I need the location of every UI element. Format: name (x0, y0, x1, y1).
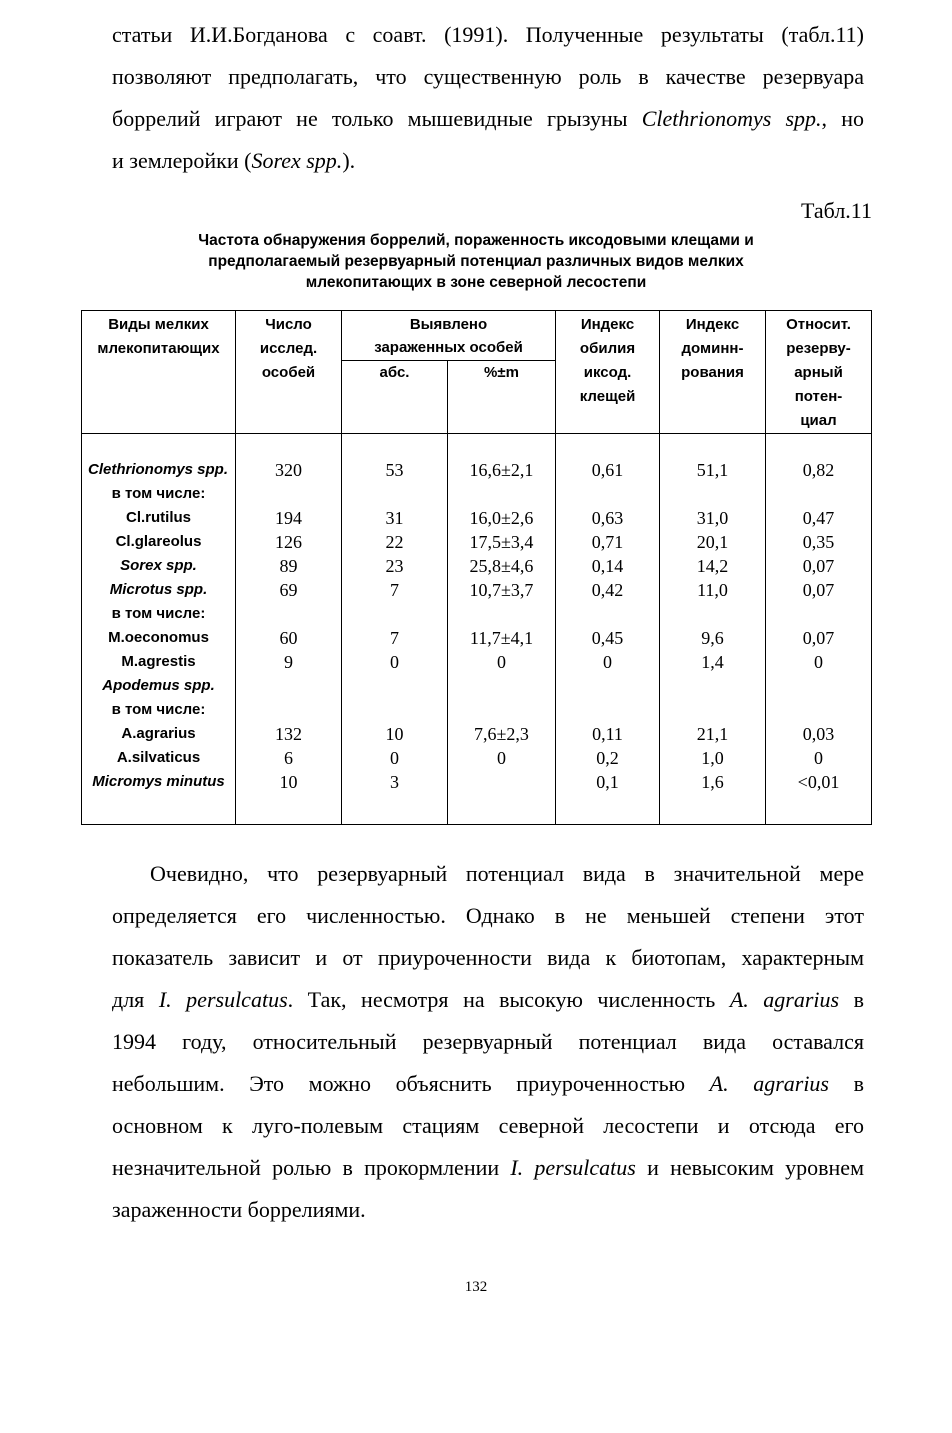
text-line: небольшим. Это можно объяснить приуроченностью A. agrarius в (112, 1071, 864, 1096)
cell-dom (660, 602, 766, 626)
text-line: позволяют предполагать, что существенную роль в качестве резервуара (112, 64, 864, 89)
cell-pot: 0,47 (766, 506, 872, 530)
cell-abs: 3 (342, 770, 448, 794)
cell-dom: 20,1 (660, 530, 766, 554)
cell-count: 89 (236, 554, 342, 578)
cell-abs: 53 (342, 458, 448, 482)
cell-abund: 0,45 (556, 626, 660, 650)
cell-pct: 17,5±3,4 (448, 530, 556, 554)
text-line: зараженности боррелиями. (112, 1197, 366, 1222)
cell-abund: 0,61 (556, 458, 660, 482)
cell-pct: 0 (448, 650, 556, 674)
cell-abund: 0,11 (556, 722, 660, 746)
cell-abund: 0,2 (556, 746, 660, 770)
cell-dom: 11,0 (660, 578, 766, 602)
text-line: 1994 году, относительный резервуарный потенциал вида оставался (112, 1029, 864, 1054)
table-row (82, 530, 872, 554)
cell-pct: 16,6±2,1 (448, 458, 556, 482)
cell-abund (556, 482, 660, 506)
cell-name: M.oeconomus (82, 626, 236, 650)
cell-pot: <0,01 (766, 770, 872, 794)
cell-pct (448, 770, 556, 794)
cell-abund (556, 698, 660, 722)
cell-pot (766, 674, 872, 698)
cell-pct: 7,6±2,3 (448, 722, 556, 746)
cell-pot: 0,03 (766, 722, 872, 746)
header-detected: Выявлено зараженных особей (342, 311, 556, 361)
cell-pot: 0,35 (766, 530, 872, 554)
cell-name: Sorex spp. (82, 554, 236, 578)
cell-count: 320 (236, 458, 342, 482)
cell-abund: 0,71 (556, 530, 660, 554)
header-dominance: Индекс доминн- рования (660, 311, 766, 434)
cell-dom: 1,4 (660, 650, 766, 674)
cell-abund (556, 602, 660, 626)
table-row (82, 506, 872, 530)
data-table (81, 310, 872, 825)
cell-abund: 0 (556, 650, 660, 674)
cell-count: 10 (236, 770, 342, 794)
cell-dom: 21,1 (660, 722, 766, 746)
cell-dom: 1,6 (660, 770, 766, 794)
cell-count: 132 (236, 722, 342, 746)
cell-abund (556, 674, 660, 698)
cell-count: 69 (236, 578, 342, 602)
cell-pct: 10,7±3,7 (448, 578, 556, 602)
cell-abs (342, 698, 448, 722)
cell-dom (660, 482, 766, 506)
header-abundance: Индекс обилия иксод. клещей (556, 311, 660, 434)
cell-pct (448, 602, 556, 626)
cell-pot: 0,07 (766, 578, 872, 602)
cell-count (236, 674, 342, 698)
table-row (82, 722, 872, 746)
table-row (82, 674, 872, 698)
intro-paragraph (112, 14, 864, 182)
table-row (82, 602, 872, 626)
discussion-paragraph (112, 853, 864, 1231)
cell-abs: 0 (342, 650, 448, 674)
cell-abund: 0,1 (556, 770, 660, 794)
cell-pct (448, 674, 556, 698)
cell-count: 194 (236, 506, 342, 530)
cell-pct: 0 (448, 746, 556, 770)
text-line: статьи И.И.Богданова с соавт. (1991). Полученные результаты (табл.11) (112, 22, 864, 47)
cell-pct: 25,8±4,6 (448, 554, 556, 578)
cell-abs: 10 (342, 722, 448, 746)
table-row (82, 578, 872, 602)
cell-dom: 51,1 (660, 458, 766, 482)
cell-abund: 0,63 (556, 506, 660, 530)
cell-abs: 0 (342, 746, 448, 770)
cell-count: 9 (236, 650, 342, 674)
cell-count: 6 (236, 746, 342, 770)
cell-count: 126 (236, 530, 342, 554)
text-line: боррелий играют не только мышевидные грызуны Clethrionomys spp., но (112, 106, 864, 131)
text-line: для I. persulcatus. Так, несмотря на высокую численность A. agrarius в (112, 987, 865, 1012)
table-row (82, 746, 872, 770)
cell-pot (766, 698, 872, 722)
cell-abund: 0,42 (556, 578, 660, 602)
header-potential: Относит. резерву- арный потен- циал (766, 311, 872, 434)
cell-name: Micromys minutus (82, 770, 236, 794)
table-row (82, 482, 872, 506)
cell-pot (766, 602, 872, 626)
cell-name: M.agrestis (82, 650, 236, 674)
cell-pot: 0,07 (766, 626, 872, 650)
cell-name: Cl.rutilus (82, 506, 236, 530)
cell-count (236, 602, 342, 626)
cell-pct (448, 482, 556, 506)
cell-pct: 11,7±4,1 (448, 626, 556, 650)
cell-pct: 16,0±2,6 (448, 506, 556, 530)
cell-abs: 23 (342, 554, 448, 578)
cell-pct (448, 698, 556, 722)
text-line: основном к луго-полевым стациям северной лесостепи и отсюда его (112, 1113, 864, 1138)
cell-pot (766, 482, 872, 506)
table-row (82, 458, 872, 482)
cell-dom (660, 674, 766, 698)
cell-abs (342, 482, 448, 506)
table-row (82, 698, 872, 722)
table-title: Частота обнаружения боррелий, пораженность иксодовыми клещами и предполагаемый резервуарный потенциал различных видов мелких млекопитающих в зоне северной лесостепи (198, 232, 754, 291)
text-line: Очевидно, что резервуарный потенциал вида в значительной мере (150, 861, 864, 886)
cell-dom: 31,0 (660, 506, 766, 530)
cell-dom (660, 698, 766, 722)
cell-abund: 0,14 (556, 554, 660, 578)
cell-name: Apodemus spp. (82, 674, 236, 698)
cell-pot: 0 (766, 650, 872, 674)
text-line: показатель зависит и от приуроченности вида к биотопам, характерным (112, 945, 864, 970)
cell-name: в том числе: (82, 698, 236, 722)
cell-name: A.agrarius (82, 722, 236, 746)
header-abs: абс. (342, 361, 448, 434)
cell-pot: 0,07 (766, 554, 872, 578)
cell-name: Clethrionomys spp. (82, 458, 236, 482)
cell-name: в том числе: (82, 602, 236, 626)
table-label: Табл.11 (801, 198, 872, 223)
cell-abs: 31 (342, 506, 448, 530)
table-row (82, 650, 872, 674)
cell-dom: 1,0 (660, 746, 766, 770)
text-line: и землеройки (Sorex spp.). (112, 148, 356, 173)
cell-count (236, 698, 342, 722)
cell-name: Microtus spp. (82, 578, 236, 602)
cell-count: 60 (236, 626, 342, 650)
cell-dom: 9,6 (660, 626, 766, 650)
cell-abs: 22 (342, 530, 448, 554)
table-row (82, 626, 872, 650)
cell-name: в том числе: (82, 482, 236, 506)
cell-abs (342, 602, 448, 626)
header-species: Виды мелких млекопитающих (82, 311, 236, 434)
cell-name: Cl.glareolus (82, 530, 236, 554)
header-pct: %±m (448, 361, 556, 434)
cell-pot: 0 (766, 746, 872, 770)
table-row (82, 554, 872, 578)
cell-count (236, 482, 342, 506)
header-count: Число исслед. особей (236, 311, 342, 434)
cell-name: A.silvaticus (82, 746, 236, 770)
text-line: незначительной ролью в прокормлении I. persulcatus и невысоким уровнем (112, 1155, 864, 1180)
cell-abs: 7 (342, 578, 448, 602)
cell-dom: 14,2 (660, 554, 766, 578)
cell-abs (342, 674, 448, 698)
cell-abs: 7 (342, 626, 448, 650)
text-line: определяется его численностью. Однако в не меньшей степени этот (112, 903, 864, 928)
cell-pot: 0,82 (766, 458, 872, 482)
table-row (82, 770, 872, 794)
page-number: 132 (464, 1279, 488, 1295)
